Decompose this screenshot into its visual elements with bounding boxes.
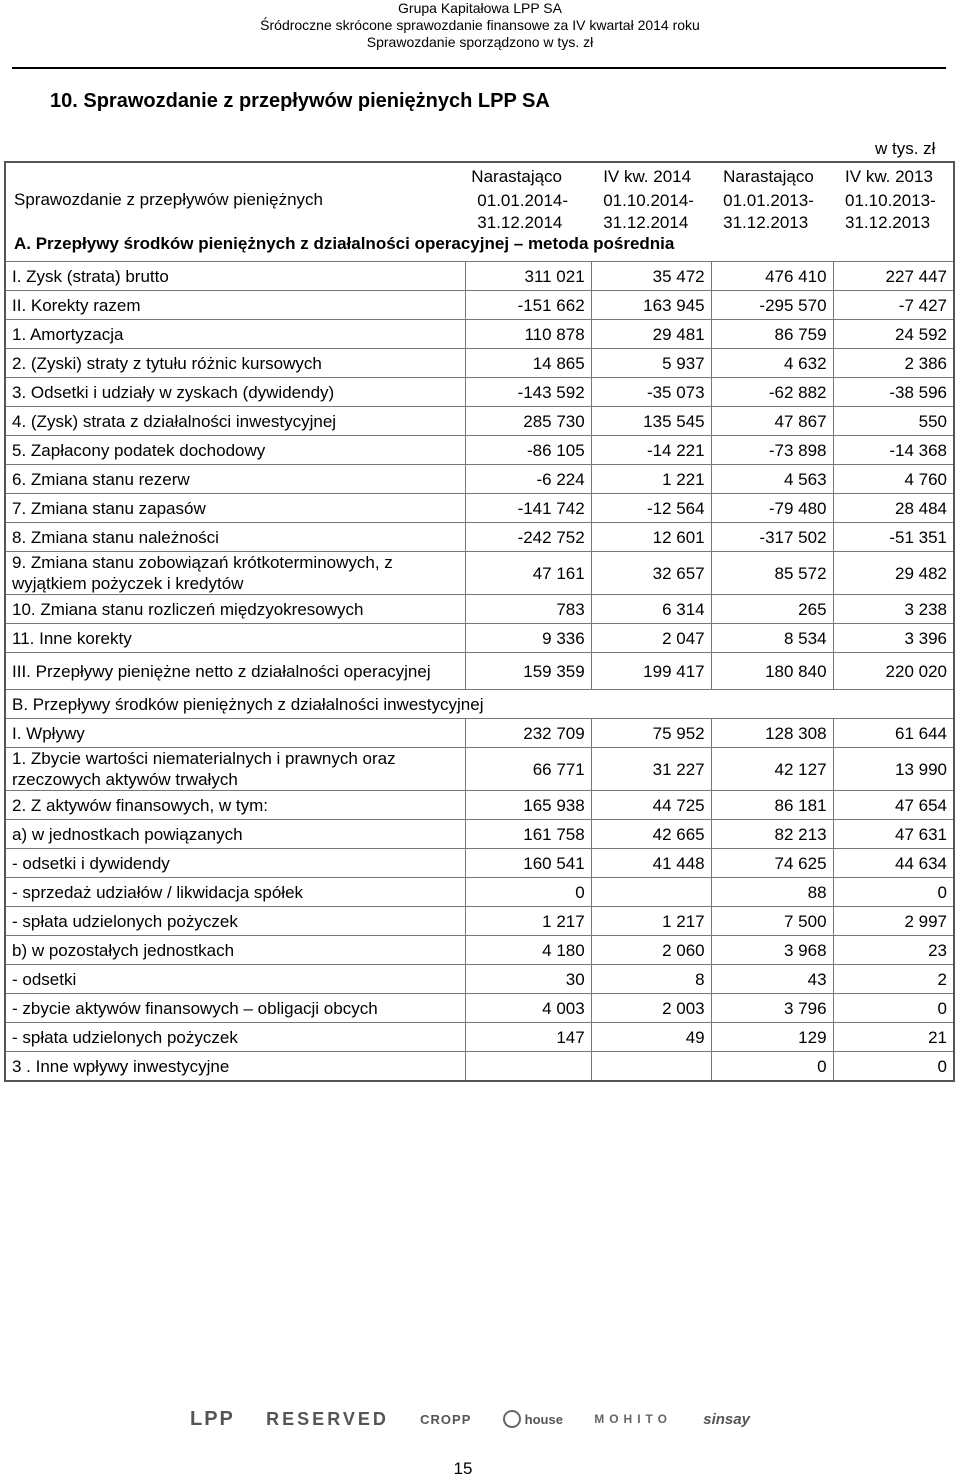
cell-col1: 783 [465, 595, 591, 624]
cell-col3: 265 [711, 595, 833, 624]
section-b-row [5, 690, 954, 719]
table-row [5, 523, 954, 552]
cell-col3: 85 572 [711, 552, 833, 595]
house-logo [503, 1410, 563, 1428]
row-label: 7. Zmiana stanu zapasów [5, 494, 465, 523]
row-label: 6. Zmiana stanu rezerw [5, 465, 465, 494]
cell-col2: -35 073 [591, 378, 711, 407]
table-row [5, 748, 954, 791]
cell-col4: -38 596 [833, 378, 954, 407]
brand-logos [190, 1405, 750, 1433]
table-head-row-to [5, 211, 954, 233]
row-label: 3. Odsetki i udziały w zyskach (dywidendy) [5, 378, 465, 407]
table-row [5, 820, 954, 849]
cell-col4: 227 447 [833, 262, 954, 291]
col4-date-from: 01.10.2013- [845, 190, 936, 210]
cropp-logo: CROPP [420, 1411, 472, 1427]
cell-col3: -62 882 [711, 378, 833, 407]
cell-col2: 2 060 [591, 936, 711, 965]
row-label: - spłata udzielonych pożyczek [5, 1023, 465, 1052]
cell-col3: 86 181 [711, 791, 833, 820]
cell-col1: 147 [465, 1023, 591, 1052]
cell-col4: -7 427 [833, 291, 954, 320]
cell-col2: 2 047 [591, 624, 711, 653]
cell-col4: 24 592 [833, 320, 954, 349]
cell-col1: 160 541 [465, 849, 591, 878]
cell-col3: 180 840 [711, 653, 833, 690]
row-label: 11. Inne korekty [5, 624, 465, 653]
table-row [5, 965, 954, 994]
col3-period-type: Narastająco [723, 166, 814, 186]
cell-col1: 47 161 [465, 552, 591, 595]
cell-col1: -6 224 [465, 465, 591, 494]
cell-col2: 75 952 [591, 719, 711, 748]
row-label: 2. (Zyski) straty z tytułu różnic kursowych [5, 349, 465, 378]
cell-col4: 0 [833, 994, 954, 1023]
cell-col4: 4 760 [833, 465, 954, 494]
section-a-title: A. Przepływy środków pieniężnych z działalności operacyjnej – metoda pośrednia [14, 234, 675, 253]
row-label: - sprzedaż udziałów / likwidacja spółek [5, 878, 465, 907]
investing-activities-rows [5, 719, 954, 1082]
col4-period-type: IV kw. 2013 [845, 166, 933, 186]
report-header-company: Grupa Kapitałowa LPP SA [398, 0, 562, 16]
row-label: 2. Z aktywów finansowych, w tym: [5, 791, 465, 820]
mohito-logo: MOHITO [594, 1412, 672, 1426]
cell-col1: 4 003 [465, 994, 591, 1023]
table-row [5, 719, 954, 748]
row-label: 5. Zapłacony podatek dochodowy [5, 436, 465, 465]
row-label: 10. Zmiana stanu rozliczeń międzyokresowych [5, 595, 465, 624]
col2-period-type: IV kw. 2014 [603, 166, 692, 186]
cell-col4: -14 368 [833, 436, 954, 465]
cell-col1: -143 592 [465, 378, 591, 407]
cell-col4: 550 [833, 407, 954, 436]
cell-col2: 49 [591, 1023, 711, 1052]
cell-col2: 5 937 [591, 349, 711, 378]
report-header-title: Śródroczne skrócone sprawozdanie finansowe za IV kwartał 2014 roku [260, 17, 700, 33]
row-label: 4. (Zysk) strata z działalności inwestycyjnej [5, 407, 465, 436]
cell-col2: 12 601 [591, 523, 711, 552]
cell-col4: 13 990 [833, 748, 954, 791]
cell-col3: -317 502 [711, 523, 833, 552]
table-row [5, 465, 954, 494]
row-label: - odsetki i dywidendy [5, 849, 465, 878]
cell-col4: 3 238 [833, 595, 954, 624]
cell-col3: 86 759 [711, 320, 833, 349]
cell-col1: 9 336 [465, 624, 591, 653]
sinsay-logo: sinsay [703, 1410, 750, 1428]
cell-col4: 23 [833, 936, 954, 965]
cell-col2: 44 725 [591, 791, 711, 820]
row-label: - spłata udzielonych pożyczek [5, 907, 465, 936]
cell-col1: 4 180 [465, 936, 591, 965]
cell-col3: 88 [711, 878, 833, 907]
cell-col1: -141 742 [465, 494, 591, 523]
lpp-logo: LPP [190, 1407, 235, 1430]
cell-col4: 21 [833, 1023, 954, 1052]
table-row [5, 624, 954, 653]
cell-col4: 29 482 [833, 552, 954, 595]
operating-activities-rows [5, 262, 954, 690]
cell-col4: 2 [833, 965, 954, 994]
table-row [5, 291, 954, 320]
cell-col4: 61 644 [833, 719, 954, 748]
table-row [5, 407, 954, 436]
cell-col3: 3 796 [711, 994, 833, 1023]
row-label: 1. Amortyzacja [5, 320, 465, 349]
col3-date-to: 31.12.2013 [723, 212, 809, 232]
cell-col2: 1 221 [591, 465, 711, 494]
col4-date-to: 31.12.2013 [845, 212, 931, 232]
cell-col3: 47 867 [711, 407, 833, 436]
cell-col3: 43 [711, 965, 833, 994]
cell-col3: 129 [711, 1023, 833, 1052]
cell-col1: 110 878 [465, 320, 591, 349]
row-label: I. Wpływy [5, 719, 465, 748]
cell-col2: 41 448 [591, 849, 711, 878]
table-row [5, 878, 954, 907]
row-label: 8. Zmiana stanu należności [5, 523, 465, 552]
row-label: a) w jednostkach powiązanych [5, 820, 465, 849]
cell-col3: 0 [711, 1052, 833, 1082]
cell-col3: -73 898 [711, 436, 833, 465]
cell-col4: 47 631 [833, 820, 954, 849]
cell-col2: 135 545 [591, 407, 711, 436]
cell-col1: 159 359 [465, 653, 591, 690]
table-row [5, 262, 954, 291]
cell-col4: 47 654 [833, 791, 954, 820]
cell-col1: -151 662 [465, 291, 591, 320]
section-b-title: B. Przepływy środków pieniężnych z działalności inwestycyjnej [5, 690, 954, 719]
cell-col3: 4 632 [711, 349, 833, 378]
cell-col2: 199 417 [591, 653, 711, 690]
cell-col4: 44 634 [833, 849, 954, 878]
cell-col4: 3 396 [833, 624, 954, 653]
cell-col4: 220 020 [833, 653, 954, 690]
cell-col3: 3 968 [711, 936, 833, 965]
table-head-row-periods [5, 162, 954, 189]
cell-col2: 1 217 [591, 907, 711, 936]
cell-col4: 2 997 [833, 907, 954, 936]
cell-col2: 32 657 [591, 552, 711, 595]
table-row [5, 349, 954, 378]
table-row [5, 1023, 954, 1052]
cell-col3: 82 213 [711, 820, 833, 849]
table-row [5, 791, 954, 820]
cell-col2: 31 227 [591, 748, 711, 791]
col2-date-to: 31.12.2014 [603, 212, 689, 232]
cell-col1: 30 [465, 965, 591, 994]
row-label: I. Zysk (strata) brutto [5, 262, 465, 291]
row-label: - zbycie aktywów finansowych – obligacji obcych [5, 994, 465, 1023]
cell-col1: 311 021 [465, 262, 591, 291]
table-row [5, 378, 954, 407]
cell-col4: 2 386 [833, 349, 954, 378]
cell-col2: -14 221 [591, 436, 711, 465]
table-head-row-from [5, 189, 954, 211]
col2-date-from: 01.10.2014- [603, 190, 694, 210]
cell-col3: 8 534 [711, 624, 833, 653]
cell-col1: 232 709 [465, 719, 591, 748]
col1-date-to: 31.12.2014 [477, 212, 563, 232]
col1-date-from: 01.01.2014- [477, 190, 569, 210]
cell-col3: 476 410 [711, 262, 833, 291]
cell-col1: 1 217 [465, 907, 591, 936]
cell-col1: 285 730 [465, 407, 591, 436]
cell-col3: 42 127 [711, 748, 833, 791]
cell-col4: 28 484 [833, 494, 954, 523]
cell-col1: 14 865 [465, 349, 591, 378]
cash-flow-table [4, 161, 955, 1082]
table-row [5, 907, 954, 936]
cell-col1: -86 105 [465, 436, 591, 465]
house-logo-text: house [524, 1411, 563, 1427]
table-row [5, 320, 954, 349]
report-header-unit-note: Sprawozdanie sporządzono w tys. zł [366, 34, 594, 50]
unit-label: w tys. zł [875, 139, 936, 158]
row-label: III. Przepływy pieniężne netto z działalności operacyjnej [5, 653, 465, 690]
table-row [5, 849, 954, 878]
reserved-logo: RESERVED [266, 1408, 389, 1429]
page-number: 15 [453, 1459, 473, 1478]
cell-col3: 128 308 [711, 719, 833, 748]
table-row [5, 436, 954, 465]
cell-col3: 74 625 [711, 849, 833, 878]
table-row [5, 494, 954, 523]
table-row [5, 552, 954, 595]
table-row [5, 653, 954, 690]
row-label: 1. Zbycie wartości niematerialnych i prawnych oraz rzeczowych aktywów trwałych [5, 748, 465, 791]
cell-col2: 8 [591, 965, 711, 994]
cell-col2 [591, 1052, 711, 1082]
cell-col4: 0 [833, 878, 954, 907]
cell-col1: 0 [465, 878, 591, 907]
col1-period-type: Narastająco [471, 166, 563, 186]
col3-date-from: 01.01.2013- [723, 190, 814, 210]
table-row-label-header: Sprawozdanie z przepływów pieniężnych [14, 190, 323, 209]
house-logo-mark-icon [503, 1410, 521, 1428]
cell-col2: 163 945 [591, 291, 711, 320]
cell-col3: -79 480 [711, 494, 833, 523]
row-label: 9. Zmiana stanu zobowiązań krótkoterminowych, z wyjątkiem pożyczek i kredytów [5, 552, 465, 595]
table-row [5, 936, 954, 965]
cell-col2: 2 003 [591, 994, 711, 1023]
cell-col1: 161 758 [465, 820, 591, 849]
row-label: 3 . Inne wpływy inwestycyjne [5, 1052, 465, 1082]
table-row [5, 994, 954, 1023]
row-label: b) w pozostałych jednostkach [5, 936, 465, 965]
cell-col3: -295 570 [711, 291, 833, 320]
cell-col4: 0 [833, 1052, 954, 1082]
row-label: II. Korekty razem [5, 291, 465, 320]
table-row [5, 595, 954, 624]
cell-col2: 29 481 [591, 320, 711, 349]
cell-col1: 165 938 [465, 791, 591, 820]
cell-col1 [465, 1052, 591, 1082]
cell-col2 [591, 878, 711, 907]
cell-col3: 4 563 [711, 465, 833, 494]
cell-col1: -242 752 [465, 523, 591, 552]
cell-col1: 66 771 [465, 748, 591, 791]
section-a-row [5, 233, 954, 262]
cell-col4: -51 351 [833, 523, 954, 552]
cell-col2: 35 472 [591, 262, 711, 291]
section-title: 10. Sprawozdanie z przepływów pieniężnych LPP SA [50, 90, 550, 112]
header-divider [12, 67, 946, 69]
cell-col3: 7 500 [711, 907, 833, 936]
cell-col2: 42 665 [591, 820, 711, 849]
table-row [5, 1052, 954, 1082]
cell-col2: 6 314 [591, 595, 711, 624]
row-label: - odsetki [5, 965, 465, 994]
cell-col2: -12 564 [591, 494, 711, 523]
